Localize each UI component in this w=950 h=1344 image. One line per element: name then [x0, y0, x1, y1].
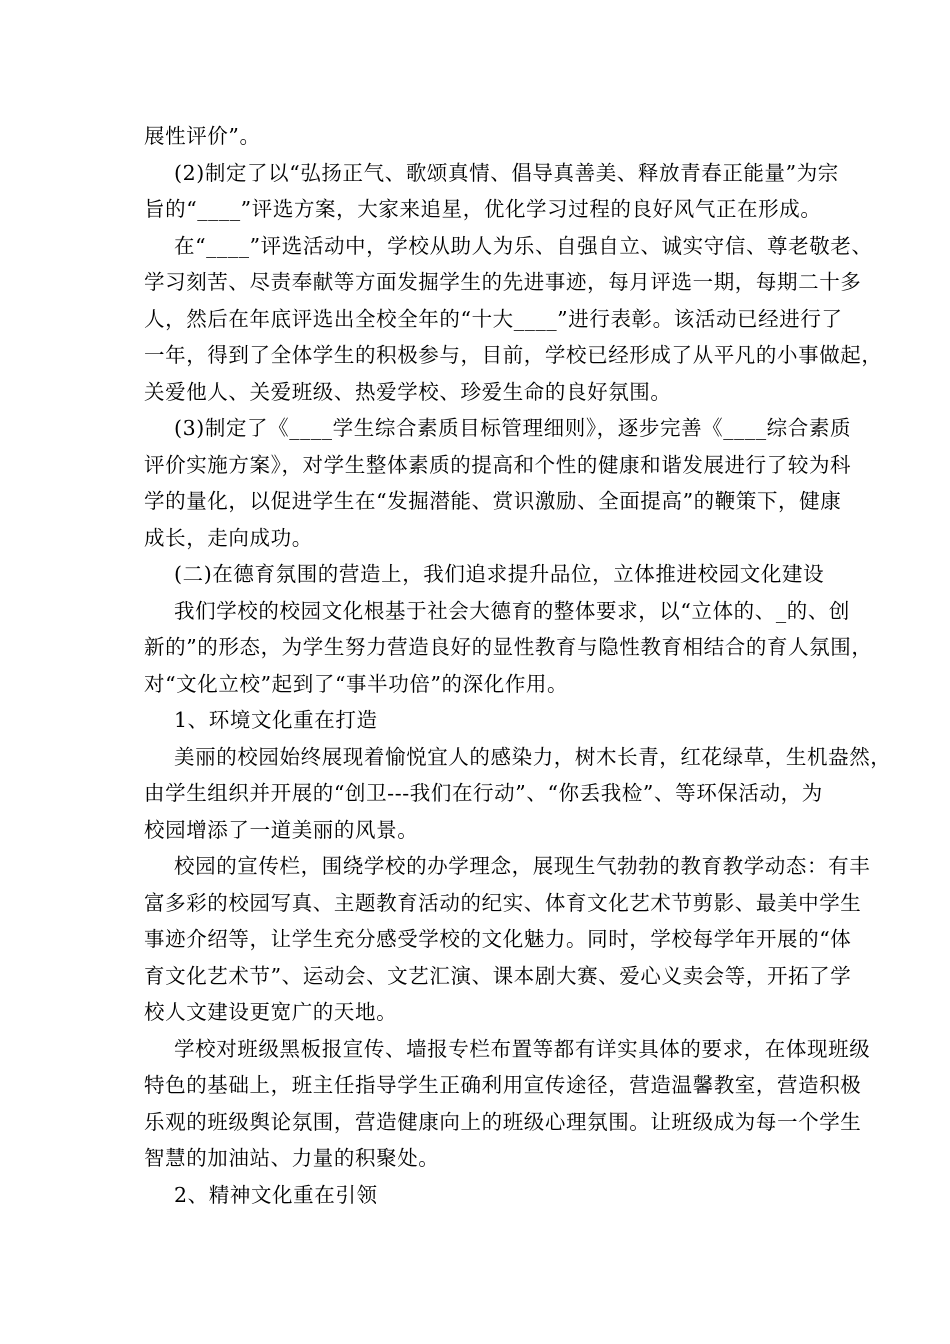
- text-line: (3)制定了《____学生综合素质目标管理细则》，逐步完善《____综合素质: [174, 416, 852, 440]
- text-line: 在“____”评选活动中，学校从助人为乐、自强自立、诚实守信、尊老敬老、: [174, 233, 873, 258]
- text-line: 校园的宣传栏，围绕学校的办学理念，展现生气勃勃的教育教学动态：有丰: [174, 854, 871, 878]
- text-line: 学校对班级黑板报宣传、墙报专栏布置等都有详实具体的要求，在体现班级: [174, 1036, 871, 1061]
- text-line: (2)制定了以“弘扬正气、歌颂真情、倡导真善美、释放青春正能量”为宗: [174, 160, 839, 185]
- document-body: [144, 118, 892, 1213]
- text-line: 乐观的班级舆论氛围，营造健康向上的班级心理氛围。让班级成为每一个学生: [144, 1109, 862, 1134]
- text-line: 校人文建设更宽广的天地。: [144, 1000, 398, 1024]
- subsection-heading: 2、精神文化重在引领: [174, 1182, 378, 1207]
- text-line: 对“文化立校”起到了“事半功倍”的深化作用。: [144, 671, 569, 696]
- section-heading: (二)在德育氛围的营造上，我们追求提升品位，立体推进校园文化建设: [174, 562, 825, 586]
- text-line: 校园增添了一道美丽的风景。: [144, 817, 419, 842]
- text-line: 特色的基础上，班主任指导学生正确利用宣传途径，营造温馨教室，营造积极: [144, 1073, 862, 1097]
- text-line: 展性评价”。: [144, 124, 261, 148]
- text-line: 事迹介绍等，让学生充分感受学校的文化魅力。同时，学校每学年开展的“体: [144, 927, 852, 951]
- text-line: 评价实施方案》，对学生整体素质的提高和个性的健康和谐发展进行了较为科: [144, 452, 852, 477]
- text-line: 富多彩的校园写真、主题教育活动的纪实、体育文化艺术节剪影、最美中学生: [144, 890, 862, 915]
- text-line: 由学生组织并开展的“创卫---我们在行动”、“你丢我检”、等环保活动，为: [144, 781, 823, 805]
- text-line: 新的”的形态，为学生努力营造良好的显性教育与隐性教育相结合的育人氛围，: [144, 635, 873, 659]
- text-line: 旨的“____”评选方案，大家来追星，优化学习过程的良好风气正在形成。: [144, 197, 822, 221]
- text-line: 关爱他人、关爱班级、热爱学校、珍爱生命的良好氛围。: [144, 379, 672, 404]
- text-line: 育文化艺术节”、运动会、文艺汇演、课本剧大赛、爱心义卖会等，开拓了学: [144, 963, 852, 988]
- text-line: 我们学校的校园文化根基于社会大德育的整体要求，以“立体的、_的、创: [174, 598, 851, 623]
- text-line: 一年，得到了全体学生的积极参与，目前，学校已经形成了从平凡的小事做起，: [144, 343, 883, 367]
- text-line: 人，然后在年底评选出全校全年的“十大____”进行表彰。该活动已经进行了: [144, 306, 843, 331]
- text-line: 智慧的加油站、力量的积聚处。: [144, 1146, 440, 1170]
- text-line: 成长，走向成功。: [144, 525, 313, 550]
- text-line: 学的量化，以促进学生在“发掘潜能、赏识激励、全面提高”的鞭策下，健康: [144, 489, 842, 513]
- text-line: 美丽的校园始终展现着愉悦宜人的感染力，树木长青，红花绿草，生机盎然，: [174, 744, 892, 769]
- text-line: 学习刻苦、尽责奉献等方面发掘学生的先进事迹，每月评选一期，每期二十多: [144, 270, 862, 294]
- subsection-heading: 1、环境文化重在打造: [174, 708, 378, 732]
